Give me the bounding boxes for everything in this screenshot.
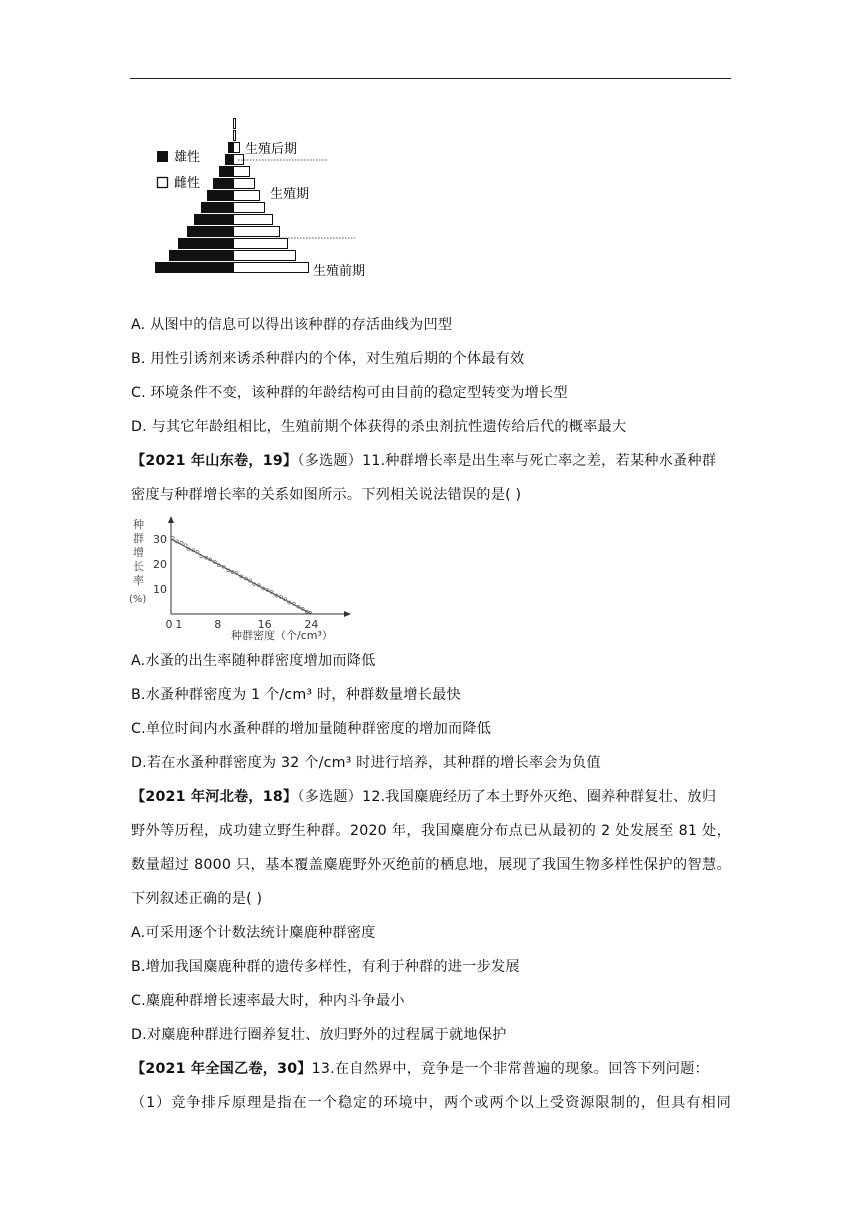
data-points xyxy=(171,536,311,614)
y-axis-label-char-3: 长 xyxy=(133,560,144,573)
pyramid-female-bar-8 xyxy=(234,215,273,225)
y-tick-label-0: 10 xyxy=(153,583,167,596)
q12-stem-line3: 数量超过 8000 只，基本覆盖麋鹿野外灭绝前的栖息地，展现了我国生物多样性保护的智慧。 xyxy=(131,857,731,873)
y-axis-arrow xyxy=(168,516,174,523)
pyramid-male-bar-7 xyxy=(201,202,233,213)
pyramid-female-bar-5 xyxy=(234,179,255,189)
pyramid-female-bar-12 xyxy=(234,263,309,273)
q12-option-a: A.可采用逐个计数法统计麋鹿种群密度 xyxy=(131,925,376,941)
pyramid-male-bar-12 xyxy=(155,262,233,273)
y-tick-label-1: 20 xyxy=(153,558,167,571)
q12-stem-line4: 下列叙述正确的是( ) xyxy=(131,891,263,907)
pyramid-female-bar-6 xyxy=(234,191,260,201)
q11-stem-line1: 【2021 年山东卷，19】（多选题）11.种群增长率是出生率与死亡率之差，若某种水蚤种群 xyxy=(131,453,717,469)
q11-stem-line2: 密度与种群增长率的关系如图所示。下列相关说法错误的是( ) xyxy=(131,487,522,503)
y-axis-label-char-0: 种 xyxy=(133,518,144,531)
pyramid-female-bar-0 xyxy=(234,119,236,129)
x-tick-label-0: 0 xyxy=(165,618,173,631)
header-rule xyxy=(130,78,731,79)
pyramid-female-bar-10 xyxy=(234,239,288,249)
legend-male-swatch xyxy=(157,151,168,162)
y-axis-label-char-2: 增 xyxy=(133,546,144,559)
q12-stem-line2: 野外等历程，成功建立野生种群。2020 年，我国麋鹿分布点已从最初的 2 处发展至 81 处， xyxy=(131,823,731,839)
y-axis-label xyxy=(129,518,146,605)
data-point-0 xyxy=(171,536,174,539)
pyramid-male-bar-4 xyxy=(219,166,233,177)
q10-option-b: B. 用性引诱剂来诱杀种群内的个体，对生殖后期的个体最有效 xyxy=(131,351,525,367)
x-tick-label-1: 1 xyxy=(175,618,183,631)
pyramid-female-bar-2 xyxy=(234,143,240,153)
pyramid-male-bar-2 xyxy=(228,142,233,153)
x-tick-label-3: 16 xyxy=(257,618,272,631)
label-post-reproductive: 生殖后期 xyxy=(245,142,298,157)
q11-source: 【2021 年山东卷，19】 xyxy=(131,453,298,469)
legend-female-label: 雌性 xyxy=(174,176,201,191)
pyramid-male-bar-3 xyxy=(225,154,233,165)
pyramid-female-bar-1 xyxy=(234,131,236,141)
q12-option-d: D.对麋鹿种群进行圈养复壮、放归野外的过程属于就地保护 xyxy=(131,1027,507,1043)
pyramid-male-bar-9 xyxy=(187,226,233,237)
q13-source: 【2021 年全国乙卷，30】 xyxy=(131,1061,312,1077)
pyramid-female-bar-4 xyxy=(234,167,250,177)
y-axis-label-char-4: 率 xyxy=(133,574,144,587)
pyramid-male-bar-6 xyxy=(207,190,233,201)
q11-option-b: B.水蚤种群密度为 1 个/cm³ 时，种群数量增长最快 xyxy=(131,687,461,703)
age-pyramid-figure xyxy=(145,115,385,300)
q11-option-c: C.单位时间内水蚤种群的增加量随种群密度的增加而降低 xyxy=(131,721,492,737)
pyramid-female-bar-7 xyxy=(234,203,265,213)
x-tick-label-2: 8 xyxy=(214,618,222,631)
q12-option-b: B.增加我国麋鹿种群的遗传多样性，有利于种群的进一步发展 xyxy=(131,959,520,975)
data-point-2 xyxy=(180,541,183,544)
pyramid-female-bar-11 xyxy=(234,251,296,261)
x-axis-label: 种群密度（个/cm³） xyxy=(231,629,333,642)
q13-stem-line2: （1）竞争排斥原理是指在一个稳定的环境中，两个或两个以上受资源限制的，但具有相同 xyxy=(131,1095,731,1111)
y-tick-labels xyxy=(153,533,167,596)
q12-option-c: C.麋鹿种群增长速率最大时，种内斗争最小 xyxy=(131,993,405,1009)
q11-option-d: D.若在水蚤种群密度为 32 个/cm³ 时进行培养，其种群的增长率会为负值 xyxy=(131,755,601,771)
q13-stem-line1: 【2021 年全国乙卷，30】13.在自然界中，竞争是一个非常普遍的现象。回答下列问题： xyxy=(131,1061,709,1077)
x-tick-label-4: 24 xyxy=(304,618,319,631)
pyramid-female-bar-9 xyxy=(234,227,280,237)
q12-source: 【2021 年河北卷，18】 xyxy=(131,789,298,805)
pyramid-male-bar-8 xyxy=(194,214,233,225)
x-axis-arrow xyxy=(344,611,351,617)
q10-option-d: D. 与其它年龄组相比，生殖前期个体获得的杀虫剂抗性遗传给后代的概率最大 xyxy=(131,419,627,435)
y-tick-label-2: 30 xyxy=(153,533,167,546)
q11-option-a: A.水蚤的出生率随种群密度增加而降低 xyxy=(131,653,376,669)
pyramid-male-bar-10 xyxy=(178,238,233,249)
q10-option-c: C. 环境条件不变，该种群的年龄结构可由目前的稳定型转变为增长型 xyxy=(131,385,568,401)
q10-option-a: A. 从图中的信息可以得出该种群的存活曲线为凹型 xyxy=(131,317,453,333)
q12-stem-line1: 【2021 年河北卷，18】（多选题）12.我国麋鹿经历了本土野外灭绝、圈养种群复壮、放归 xyxy=(131,789,717,805)
pyramid-male-bar-5 xyxy=(213,178,233,189)
growth-rate-chart xyxy=(125,514,355,644)
legend-female-swatch xyxy=(158,178,168,188)
y-axis-label-unit: (%) xyxy=(129,594,147,605)
label-pre-reproductive: 生殖前期 xyxy=(313,264,366,279)
y-axis-label-char-1: 群 xyxy=(133,532,144,545)
label-reproductive: 生殖期 xyxy=(270,187,310,202)
pyramid-male-bar-11 xyxy=(169,250,233,261)
legend-male-label: 雄性 xyxy=(174,150,201,165)
